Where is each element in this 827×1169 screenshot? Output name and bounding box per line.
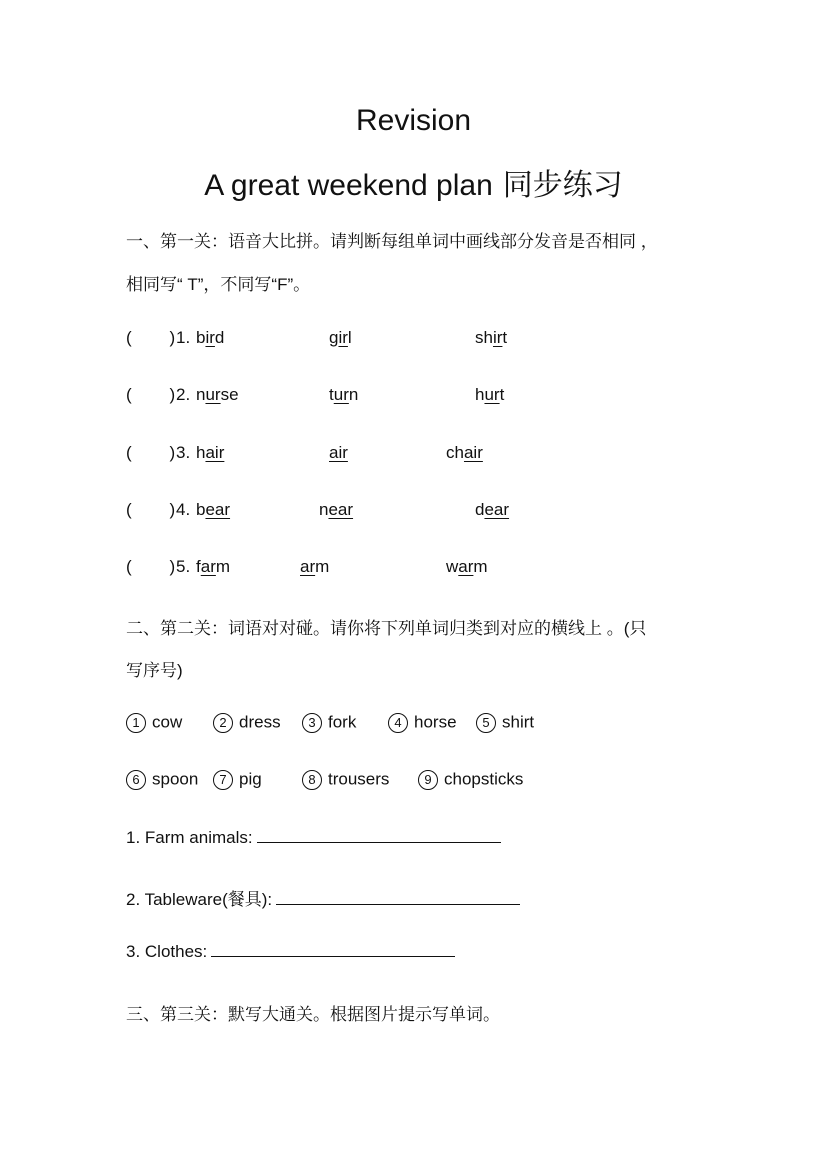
answer-blank[interactable] bbox=[276, 890, 520, 905]
word-option bbox=[476, 712, 534, 733]
phonics-word bbox=[196, 557, 230, 577]
word-part: m bbox=[473, 557, 488, 576]
word-option bbox=[302, 769, 389, 790]
phonics-word bbox=[319, 500, 353, 520]
underlined-letters: ear bbox=[484, 500, 510, 519]
underlined-letters: air bbox=[205, 443, 225, 462]
word-part: se bbox=[220, 385, 239, 404]
section1-heading-line1: 一、第一关：语音大比拼。请判断每组单词中画线部分发音是否相同 ， bbox=[126, 232, 658, 251]
phonics-word bbox=[329, 385, 358, 405]
word-option bbox=[302, 712, 356, 733]
answer-bracket[interactable]: ( ) bbox=[126, 557, 176, 576]
word-part: w bbox=[446, 557, 459, 576]
answer-bracket[interactable]: ( ) bbox=[126, 328, 176, 347]
word-option bbox=[126, 712, 182, 733]
phonics-word bbox=[329, 328, 352, 348]
word-part: b bbox=[196, 328, 206, 347]
circled-number: 7 bbox=[213, 770, 233, 790]
phonics-word bbox=[446, 557, 488, 577]
question-number: 2. bbox=[176, 385, 191, 404]
phonics-word bbox=[300, 557, 329, 577]
category-label: 1. Farm animals: bbox=[126, 828, 253, 847]
underlined-letters: ear bbox=[328, 500, 354, 519]
phonics-word bbox=[196, 385, 239, 405]
option-word: cow bbox=[152, 712, 183, 732]
word-part: n bbox=[319, 500, 329, 519]
answer-bracket[interactable]: ( ) bbox=[126, 385, 176, 404]
option-word: spoon bbox=[152, 769, 199, 789]
section3-heading: 三、第三关：默写大通关。根据图片提示写单词。 bbox=[126, 1005, 500, 1024]
word-part: m bbox=[315, 557, 330, 576]
category-label: 3. Clothes: bbox=[126, 942, 208, 961]
word-part: g bbox=[329, 328, 339, 347]
circled-number: 3 bbox=[302, 713, 322, 733]
question-number: 4. bbox=[176, 500, 191, 519]
category-row bbox=[126, 828, 501, 848]
option-word: trousers bbox=[328, 769, 390, 789]
option-word: pig bbox=[239, 769, 262, 789]
underlined-letters: ur bbox=[484, 385, 500, 404]
subtitle-en: A great weekend plan bbox=[204, 169, 493, 202]
word-part: h bbox=[196, 443, 206, 462]
word-part: d bbox=[475, 500, 485, 519]
underlined-letters: ar bbox=[300, 557, 316, 576]
option-word: fork bbox=[328, 712, 357, 732]
answer-blank[interactable] bbox=[211, 942, 455, 957]
underlined-letters: ear bbox=[205, 500, 231, 519]
word-part: b bbox=[196, 500, 206, 519]
underlined-letters: ar bbox=[458, 557, 474, 576]
option-word: shirt bbox=[502, 712, 535, 732]
circled-number: 4 bbox=[388, 713, 408, 733]
question-number: 3. bbox=[176, 443, 191, 462]
word-part: n bbox=[348, 385, 359, 404]
underlined-letters: ir bbox=[205, 328, 215, 347]
circled-number: 9 bbox=[418, 770, 438, 790]
underlined-letters: air bbox=[463, 443, 483, 462]
phonics-word bbox=[329, 443, 348, 463]
question-number: 1. bbox=[176, 328, 191, 347]
phonics-word bbox=[196, 500, 230, 520]
word-part: f bbox=[196, 557, 201, 576]
page-title: Revision bbox=[355, 104, 472, 137]
question-number: 5. bbox=[176, 557, 191, 576]
phonics-word bbox=[475, 385, 504, 405]
section2-heading-line1: 二、第二关：词语对对碰。请你将下列单词归类到对应的横线上 。(只 bbox=[126, 619, 647, 638]
underlined-letters: air bbox=[329, 443, 348, 462]
word-part: t bbox=[499, 385, 505, 404]
phonics-word bbox=[196, 328, 224, 348]
subtitle-cn: 同步练习 bbox=[502, 168, 623, 203]
underlined-letters: ir bbox=[338, 328, 348, 347]
answer-bracket[interactable]: ( ) bbox=[126, 443, 176, 462]
word-part: h bbox=[475, 385, 485, 404]
option-word: horse bbox=[414, 712, 457, 732]
section1-heading-line2: 相同写“ T”，不同写“F”。 bbox=[126, 275, 311, 294]
underlined-letters: ur bbox=[333, 385, 349, 404]
phonics-word bbox=[475, 500, 509, 520]
word-part: t bbox=[502, 328, 508, 347]
word-part: t bbox=[329, 385, 334, 404]
category-label: 2. Tableware(餐具): bbox=[126, 890, 273, 909]
phonics-word bbox=[196, 443, 224, 463]
underlined-letters: ur bbox=[205, 385, 221, 404]
word-option bbox=[213, 769, 262, 790]
category-row bbox=[126, 942, 455, 962]
word-option bbox=[126, 769, 198, 790]
option-word: chopsticks bbox=[444, 769, 524, 789]
underlined-letters: ar bbox=[200, 557, 216, 576]
circled-number: 1 bbox=[126, 713, 146, 733]
section2-heading-line2: 写序号) bbox=[126, 661, 183, 680]
page-subtitle bbox=[0, 160, 827, 204]
circled-number: 6 bbox=[126, 770, 146, 790]
answer-bracket[interactable]: ( ) bbox=[126, 500, 176, 519]
word-option bbox=[418, 769, 523, 790]
option-word: dress bbox=[239, 712, 281, 732]
phonics-word bbox=[475, 328, 507, 348]
word-part: l bbox=[347, 328, 352, 347]
word-part: d bbox=[214, 328, 225, 347]
underlined-letters: ir bbox=[492, 328, 503, 347]
word-part: ch bbox=[446, 443, 464, 462]
answer-blank[interactable] bbox=[257, 828, 501, 843]
word-part: m bbox=[215, 557, 231, 576]
word-part: sh bbox=[475, 328, 493, 347]
word-part: n bbox=[196, 385, 206, 404]
circled-number: 2 bbox=[213, 713, 233, 733]
category-row bbox=[126, 885, 520, 910]
word-option bbox=[388, 712, 457, 733]
phonics-word bbox=[446, 443, 483, 463]
circled-number: 8 bbox=[302, 770, 322, 790]
circled-number: 5 bbox=[476, 713, 496, 733]
word-option bbox=[213, 712, 281, 733]
